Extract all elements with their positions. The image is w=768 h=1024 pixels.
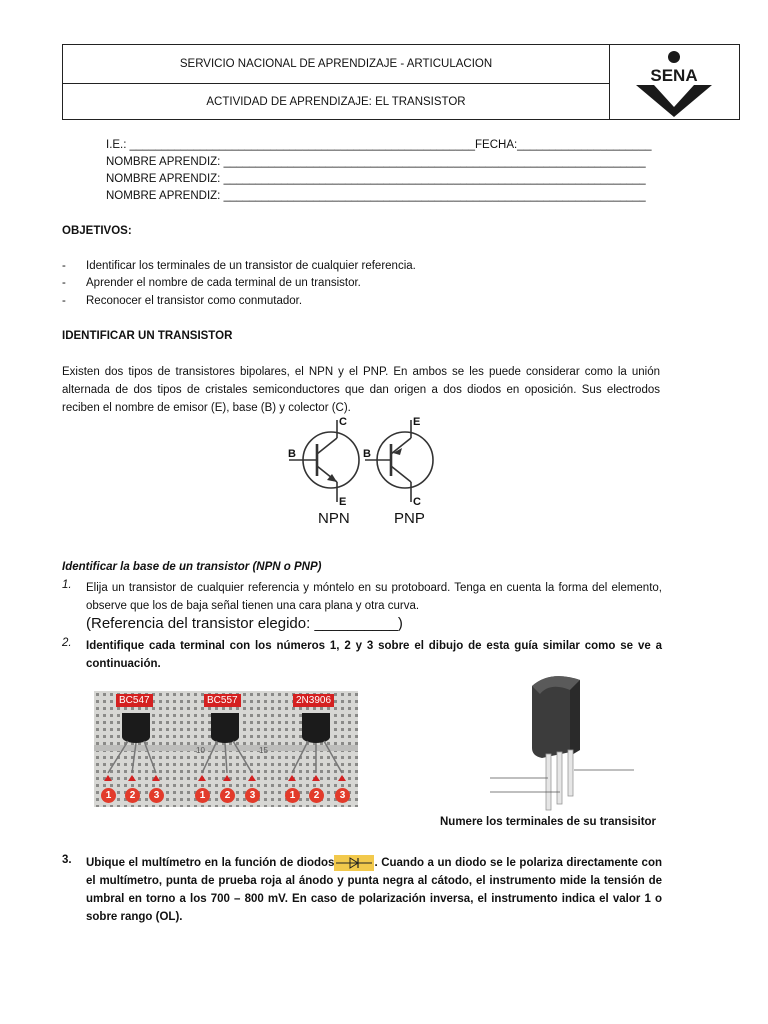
step1-text: Elija un transistor de cualquier referencia y móntelo en su protoboard. Tenga en cuenta la forma del elemento, observe que los de baja señal tienen una cara plana y otra curva. <box>86 582 662 612</box>
student-name-line-3: NOMBRE APRENDIZ: __________________________________________________________________ <box>106 190 646 202</box>
transistor-symbols-diagram <box>285 414 445 532</box>
institution-title: SERVICIO NACIONAL DE APRENDIZAJE - ARTICULACION <box>63 45 610 84</box>
svg-text:SENA: SENA <box>650 66 698 85</box>
pin-number-badge: 1 <box>285 788 300 803</box>
pin-number-badge: 2 <box>125 788 140 803</box>
step-number: 2. <box>62 637 72 649</box>
pin-number-badge: 3 <box>245 788 260 803</box>
protoboard-photo <box>94 691 358 807</box>
step3-text-end: . Cuando a un diodo se le polariza directamente con el multímetro, punta de prueba roja al ánodo y punta negra al cátodo, el instrumento mide la tensión de umbral en torno a los 700 – 800 mV. En caso de polarización inversa, el instrumento indica el valor 1 o sobre rango (OL). <box>86 857 662 923</box>
npn-label: NPN <box>318 510 350 527</box>
transistor-caption: Numere los terminales de su transisitor <box>440 816 657 828</box>
part-label: 2N3906 <box>293 694 334 707</box>
pin-number-badge: 2 <box>220 788 235 803</box>
step-number: 3. <box>62 854 72 866</box>
pin-number-badge: 3 <box>149 788 164 803</box>
npn-collector-label: C <box>339 416 347 428</box>
step3-text <box>86 854 662 926</box>
bullet-dash: - <box>62 277 66 289</box>
npn-emitter-label: E <box>339 496 347 508</box>
pin-number-badge: 3 <box>335 788 350 803</box>
part-label: BC547 <box>116 694 153 707</box>
transistor-3d-drawing <box>488 668 638 814</box>
bullet-dash: - <box>62 295 66 307</box>
objectives-heading: OBJETIVOS: <box>62 225 132 237</box>
pin-number-badge: 1 <box>101 788 116 803</box>
pnp-symbol <box>365 420 433 502</box>
transistor-reference-field: (Referencia del transistor elegido: __________) <box>86 615 403 632</box>
step-number: 1. <box>62 579 72 591</box>
npn-base-label: B <box>288 448 296 460</box>
pin-number-badge: 1 <box>195 788 210 803</box>
step2-text: Identifique cada terminal con los números 1, 2 y 3 sobre el dibujo de esta guía similar como se ve a continuación. <box>86 640 662 670</box>
bullet-dash: - <box>62 260 66 272</box>
ie-date-line: I.E.: ______________________________________________________FECHA:_____________________ <box>106 139 652 151</box>
section-heading-identify: IDENTIFICAR UN TRANSISTOR <box>62 330 233 342</box>
objective-item: Reconocer el transistor como conmutador. <box>86 295 303 307</box>
step3-text-start: Ubique el multímetro en la función de diodos <box>86 857 335 869</box>
objective-item: Aprender el nombre de cada terminal de un transistor. <box>86 277 361 289</box>
pnp-collector-label: C <box>413 496 421 508</box>
grid-number: 15 <box>259 746 268 755</box>
student-name-line-1: NOMBRE APRENDIZ: __________________________________________________________________ <box>106 156 646 168</box>
diode-icon <box>334 855 374 871</box>
section-heading-base: Identificar la base de un transistor (NPN o PNP) <box>62 561 322 573</box>
student-name-line-2: NOMBRE APRENDIZ: __________________________________________________________________ <box>106 173 646 185</box>
activity-title: ACTIVIDAD DE APRENDIZAJE: EL TRANSISTOR <box>63 84 610 119</box>
pnp-label: PNP <box>394 510 425 527</box>
grid-number: 10 <box>196 746 205 755</box>
pnp-emitter-label: E <box>413 416 421 428</box>
header-table <box>62 44 740 120</box>
pin-number-badge: 2 <box>309 788 324 803</box>
sena-logo <box>610 45 739 119</box>
part-label: BC557 <box>204 694 241 707</box>
pnp-base-label: B <box>363 448 371 460</box>
objective-item: Identificar los terminales de un transistor de cualquier referencia. <box>86 260 416 272</box>
transistor-intro-paragraph: Existen dos tipos de transistores bipolares, el NPN y el PNP. En ambos se les puede considerar como la unión alternada de dos tipos de cristales semiconductores que dan origen a dos diodos en oposición. Sus electrodos reciben el nombre de emisor (E), base (B) y colector (C). <box>62 366 660 414</box>
npn-symbol <box>289 420 359 502</box>
